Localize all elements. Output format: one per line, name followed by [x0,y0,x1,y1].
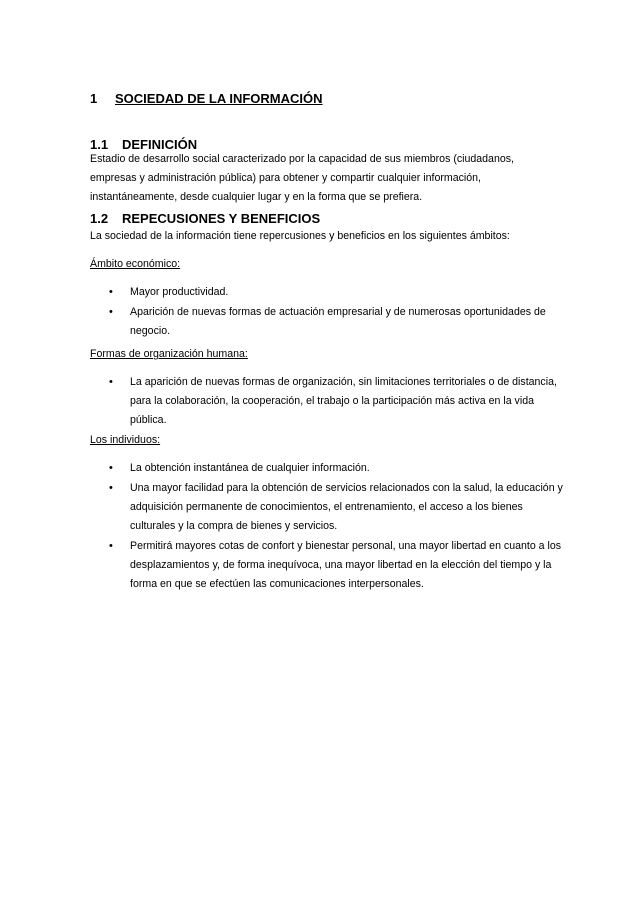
heading-repercusiones [90,211,320,226]
group-label-economico: Ámbito económico: [90,258,181,270]
bullet-icon: • [109,462,113,474]
list-item: • Aparición de nuevas formas de actuación empresarial y de numerosas oportunidades de negocio. [90,303,565,341]
definicion-paragraph: Estadio de desarrollo social caracterizado por la capacidad de sus miembros (ciudadanos, empresas y administración pública) para obtener y compartir cualquier información, instantáneamente, desde cualquier lugar y en la forma que se prefiera. [90,153,514,204]
repercusiones-intro: La sociedad de la información tiene repercusiones y beneficios en los siguientes ámbitos: [90,230,510,242]
heading-1 [90,91,323,106]
list-item: • La aparición de nuevas formas de organización, sin limitaciones territoriales o de distancia, para la colaboración, la cooperación, el trabajo o la participación más activa en la vida pública. [90,373,565,430]
bullet-icon: • [109,306,113,318]
bullet-icon: • [109,286,113,298]
group-label-organizacion: Formas de organización humana: [90,348,248,360]
list-item: • La obtención instantánea de cualquier información. [90,459,565,478]
list-individuos [90,459,565,595]
list-economico [90,283,565,342]
list-item: • Una mayor facilidad para la obtención de servicios relacionados con la salud, la educación y adquisición permanente de conocimientos, el entrenamiento, el acceso a los bienes culturales y la compra de bienes y servicios. [90,479,565,536]
heading-repercusiones-number: 1.2 [90,211,109,226]
heading-1-title: SOCIEDAD DE LA INFORMACIÓN [115,91,323,106]
list-organizacion [90,373,565,431]
heading-definicion-title: DEFINICIÓN [122,137,198,152]
bullet-icon: • [109,376,113,388]
heading-definicion-number: 1.1 [90,137,109,152]
heading-1-number: 1 [90,91,98,106]
bullet-icon: • [109,482,113,494]
list-item: • Mayor productividad. [90,283,565,302]
bullet-icon: • [109,540,113,552]
group-label-individuos: Los individuos: [90,434,161,446]
heading-repercusiones-title: REPECUSIONES Y BENEFICIOS [122,211,321,226]
list-item: • Permitirá mayores cotas de confort y bienestar personal, una mayor libertad en cuanto a los desplazamientos y, de forma inequívoca, una mayor libertad en la elección del tiempo y la forma en que se efectúen las comunicaciones interpersonales. [90,537,565,594]
